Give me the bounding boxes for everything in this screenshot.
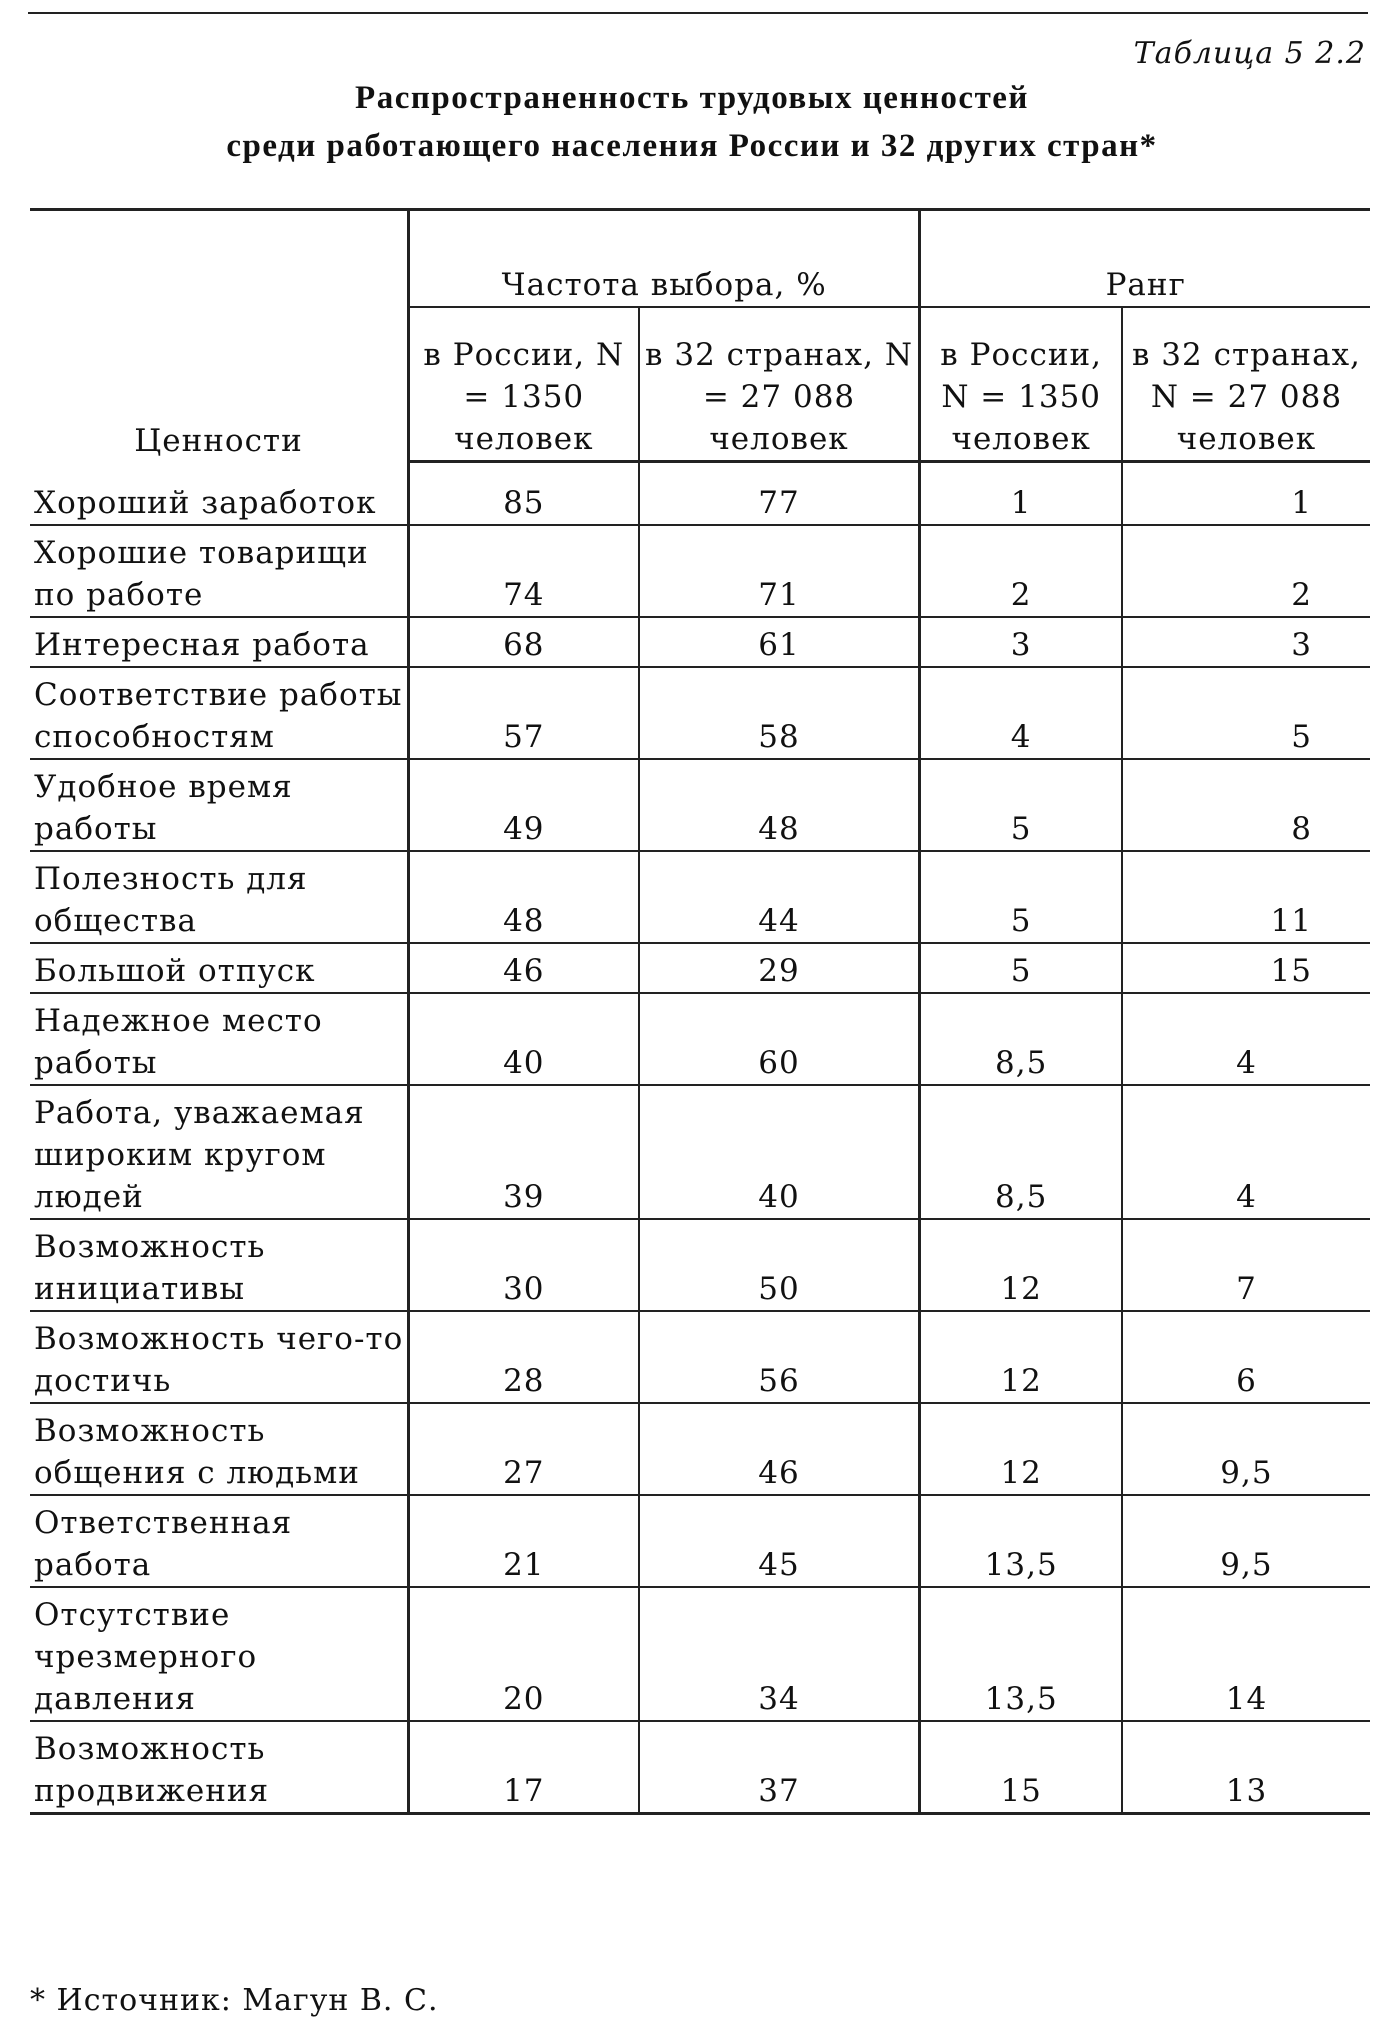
freq-32-countries-cell: 56 <box>639 1311 920 1403</box>
freq-russia-cell: 68 <box>408 617 638 667</box>
table-row <box>30 993 1370 1085</box>
freq-32-countries-cell: 77 <box>639 462 920 525</box>
rank-32-countries-cell: 4 <box>1122 1085 1370 1219</box>
table-row <box>30 943 1370 993</box>
table-row <box>30 525 1370 617</box>
rank-russia-cell: 12 <box>920 1219 1122 1311</box>
rank-russia-cell: 13,5 <box>920 1587 1122 1721</box>
rank-32-countries-cell: 5 <box>1122 667 1370 759</box>
table-row <box>30 1085 1370 1219</box>
table-row <box>30 1403 1370 1495</box>
header-freq-32-countries: в 32 странах, N = 27 088 человек <box>639 307 920 462</box>
rank-russia-cell: 13,5 <box>920 1495 1122 1587</box>
header-rank: Ранг <box>920 210 1370 308</box>
rank-russia-cell: 5 <box>920 943 1122 993</box>
freq-russia-cell: 49 <box>408 759 638 851</box>
rank-russia-cell: 8,5 <box>920 1085 1122 1219</box>
table-row <box>30 617 1370 667</box>
table-row <box>30 462 1370 525</box>
header-rank-russia: в России, N = 1350 человек <box>920 307 1122 462</box>
freq-russia-cell: 21 <box>408 1495 638 1587</box>
freq-russia-cell: 74 <box>408 525 638 617</box>
freq-32-countries-cell: 40 <box>639 1085 920 1219</box>
value-name-cell: Работа, уважаемая широким кругом людей <box>30 1085 408 1219</box>
value-name-cell: Соответствие работы способностям <box>30 667 408 759</box>
freq-32-countries-cell: 44 <box>639 851 920 943</box>
value-name-cell: Хорошие товарищи по работе <box>30 525 408 617</box>
rank-32-countries-cell: 2 <box>1122 525 1370 617</box>
table-number: Таблица 5 2.2 <box>1133 36 1366 71</box>
rank-russia-cell: 5 <box>920 759 1122 851</box>
freq-32-countries-cell: 58 <box>639 667 920 759</box>
table-title-line-1: Распространенность трудовых ценностей <box>355 80 1029 116</box>
table-row <box>30 667 1370 759</box>
freq-russia-cell: 30 <box>408 1219 638 1311</box>
table-row <box>30 759 1370 851</box>
freq-russia-cell: 57 <box>408 667 638 759</box>
freq-32-countries-cell: 34 <box>639 1587 920 1721</box>
rank-32-countries-cell: 9,5 <box>1122 1495 1370 1587</box>
freq-russia-cell: 85 <box>408 462 638 525</box>
freq-32-countries-cell: 50 <box>639 1219 920 1311</box>
freq-32-countries-cell: 60 <box>639 993 920 1085</box>
rank-32-countries-cell: 7 <box>1122 1219 1370 1311</box>
table-row <box>30 851 1370 943</box>
rank-russia-cell: 5 <box>920 851 1122 943</box>
table-row <box>30 1495 1370 1587</box>
rank-32-countries-cell: 9,5 <box>1122 1403 1370 1495</box>
value-name-cell: Большой отпуск <box>30 943 408 993</box>
rank-32-countries-cell: 3 <box>1122 617 1370 667</box>
freq-32-countries-cell: 71 <box>639 525 920 617</box>
value-name-cell: Полезность для общества <box>30 851 408 943</box>
rank-russia-cell: 1 <box>920 462 1122 525</box>
value-name-cell: Возможность чего-то достичь <box>30 1311 408 1403</box>
values-table <box>30 208 1370 1815</box>
table-row <box>30 1721 1370 1814</box>
rank-32-countries-cell: 6 <box>1122 1311 1370 1403</box>
value-name-cell: Возможность продвижения <box>30 1721 408 1814</box>
rank-32-countries-cell: 1 <box>1122 462 1370 525</box>
freq-russia-cell: 28 <box>408 1311 638 1403</box>
rank-russia-cell: 4 <box>920 667 1122 759</box>
rank-32-countries-cell: 13 <box>1122 1721 1370 1814</box>
freq-russia-cell: 46 <box>408 943 638 993</box>
value-name-cell: Удобное время работы <box>30 759 408 851</box>
value-name-cell: Ответственная работа <box>30 1495 408 1587</box>
header-values: Ценности <box>30 210 408 462</box>
value-name-cell: Возможность инициативы <box>30 1219 408 1311</box>
freq-russia-cell: 40 <box>408 993 638 1085</box>
rank-russia-cell: 12 <box>920 1311 1122 1403</box>
freq-32-countries-cell: 45 <box>639 1495 920 1587</box>
header-rank-32-countries: в 32 странах, N = 27 088 человек <box>1122 307 1370 462</box>
header-frequency: Частота выбора, % <box>408 210 919 308</box>
freq-russia-cell: 20 <box>408 1587 638 1721</box>
value-name-cell: Возможность общения с людьми <box>30 1403 408 1495</box>
rank-32-countries-cell: 14 <box>1122 1587 1370 1721</box>
freq-32-countries-cell: 37 <box>639 1721 920 1814</box>
freq-russia-cell: 27 <box>408 1403 638 1495</box>
rank-russia-cell: 15 <box>920 1721 1122 1814</box>
freq-russia-cell: 39 <box>408 1085 638 1219</box>
rank-russia-cell: 8,5 <box>920 993 1122 1085</box>
rank-32-countries-cell: 11 <box>1122 851 1370 943</box>
table-title-line-2: среди работающего населения России и 32 других стран* <box>226 128 1158 164</box>
value-name-cell: Хороший заработок <box>30 462 408 525</box>
freq-russia-cell: 17 <box>408 1721 638 1814</box>
value-name-cell: Интересная работа <box>30 617 408 667</box>
freq-32-countries-cell: 29 <box>639 943 920 993</box>
rank-32-countries-cell: 4 <box>1122 993 1370 1085</box>
table-body <box>30 462 1370 1814</box>
freq-32-countries-cell: 48 <box>639 759 920 851</box>
freq-32-countries-cell: 61 <box>639 617 920 667</box>
rank-russia-cell: 3 <box>920 617 1122 667</box>
rank-32-countries-cell: 8 <box>1122 759 1370 851</box>
table-row <box>30 1311 1370 1403</box>
header-freq-russia: в России, N = 1350 человек <box>408 307 638 462</box>
rank-32-countries-cell: 15 <box>1122 943 1370 993</box>
freq-russia-cell: 48 <box>408 851 638 943</box>
table-row <box>30 1219 1370 1311</box>
rank-russia-cell: 12 <box>920 1403 1122 1495</box>
top-rule <box>28 12 1368 14</box>
footnote: * Источник: Магун В. С. <box>30 1983 439 2018</box>
freq-32-countries-cell: 46 <box>639 1403 920 1495</box>
table-row <box>30 1587 1370 1721</box>
rank-russia-cell: 2 <box>920 525 1122 617</box>
value-name-cell: Отсутствие чрезмерного давления <box>30 1587 408 1721</box>
value-name-cell: Надежное место работы <box>30 993 408 1085</box>
